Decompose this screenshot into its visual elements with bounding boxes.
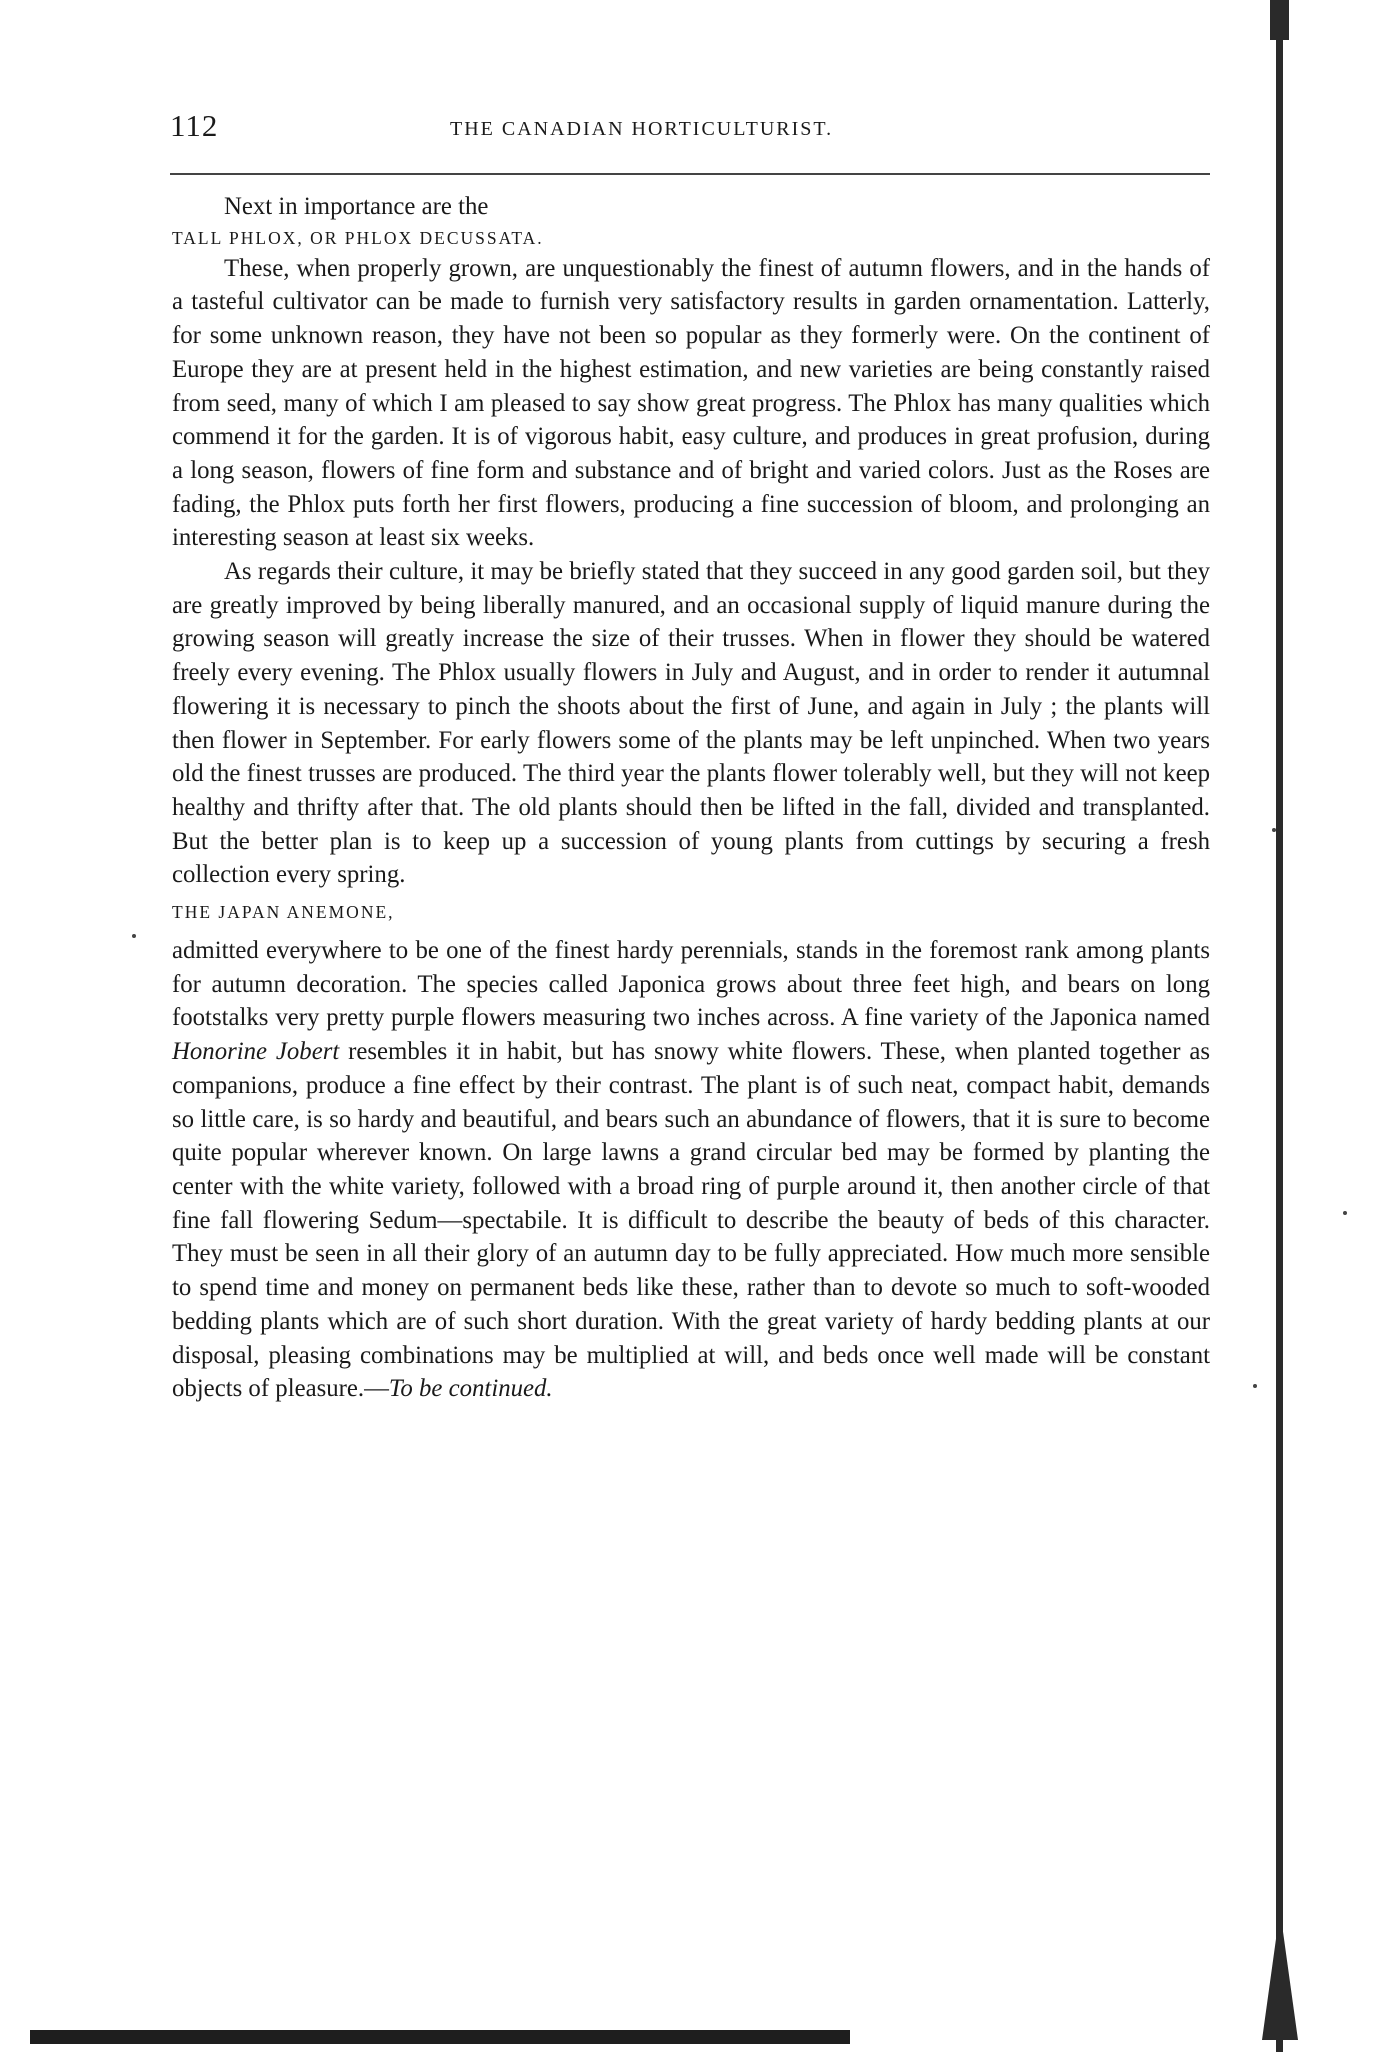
continued-note: To be continued. [388,1375,553,1403]
anemone-text-part-1: admitted everywhere to be one of the finest hardy perennials, stands in the foremost rank among plants for autumn decoration. The species called Japonica grows about three feet high, and bears on long footstalks very pretty purple flowers measuring two inches across. A fine variety of the Japonica named [172,937,1210,1032]
paragraph-phlox-description: These, when properly grown, are unquestionably the finest of autumn flowers, and in the hands of a tasteful cultivator can be made to furnish very satisfactory results in garden ornamentation. Latterly, for some unknown reason, they have not been so popular as they formerly were. On the continent of Europe they are at present held in the highest estimation, and new varieties are being constantly raised from seed, many of which I am pleased to say show great progress. The Phlox has many qualities which commend it for the garden. It is of vigorous habit, easy culture, and produces in great profusion, during a long season, flowers of fine form and substance and of bright and varied colors. Just as the Roses are fading, the Phlox puts forth her first flowers, producing a fine succession of bloom, and prolonging an interesting season at least six weeks. [172,254,1210,552]
binding-edge-foot [1262,1910,1298,2040]
bottom-edge-bar [30,2030,850,2044]
running-title: THE CANADIAN HORTICULTURIST. [450,118,834,140]
anemone-text-part-2: resembles it in habit, but has snowy white flowers. These, when planted together as companions, produce a fine effect by their contrast. The plant is of such neat, compact habit, demands so little care, is so hardy and beautiful, and bears such an abundance of flowers, that it is sure to become quite popular wherever known. On large lawns a grand circular bed may be formed by planting the center with the white variety, followed with a broad ring of purple around it, then another circle of that fine fall flowering Sedum—spectabile. It is difficult to describe the beauty of beds of this character. They must be seen in all their glory of an autumn day to be fully appreciated. How much more sensible to spend time and money on permanent beds like these, rather than to devote so much to soft-wooded bedding plants which are of such short duration. With the great variety of hardy bedding plants at our disposal, pleasing combinations may be multiplied at will, and beds once well made will be constant objects of pleasure.— [172,1038,1210,1403]
margin-speck [1343,1211,1347,1215]
header-rule [170,173,1210,175]
section-heading-phlox: TALL PHLOX, OR PHLOX DECUSSATA. [172,227,544,248]
variety-name: Honorine Jobert [172,1038,340,1066]
margin-speck [132,934,136,938]
margin-speck [1272,828,1276,832]
margin-speck [1253,1384,1257,1388]
binding-edge [1276,0,1283,2052]
intro-line: Next in importance are the [224,193,489,220]
page-number: 112 [170,108,219,143]
section-heading-anemone: THE JAPAN ANEMONE, [172,902,395,923]
paragraph-phlox-culture: As regards their culture, it may be briefly stated that they succeed in any good garden soil, but they are greatly improved by being liberally manured, and an occasional supply of liquid manure during the growing season will greatly increase the size of their trusses. When in flower they should be watered freely every evening. The Phlox usually flowers in July and August, and in order to render it autumnal flowering it is necessary to pinch the shoots about the first of June, and again in July ; the plants will then flower in September. For early flowers some of the plants may be left unpinched. When two years old the finest trusses are produced. The third year the plants flower tolerably well, but they will not keep healthy and thrifty after that. The old plants should then be lifted in the fall, divided and transplanted. But the better plan is to keep up a succession of young plants from cuttings by securing a fresh collection every spring. [172,558,1210,889]
paragraph-anemone [172,934,1210,1406]
page-header [170,108,1210,152]
article-column [172,190,1210,1406]
